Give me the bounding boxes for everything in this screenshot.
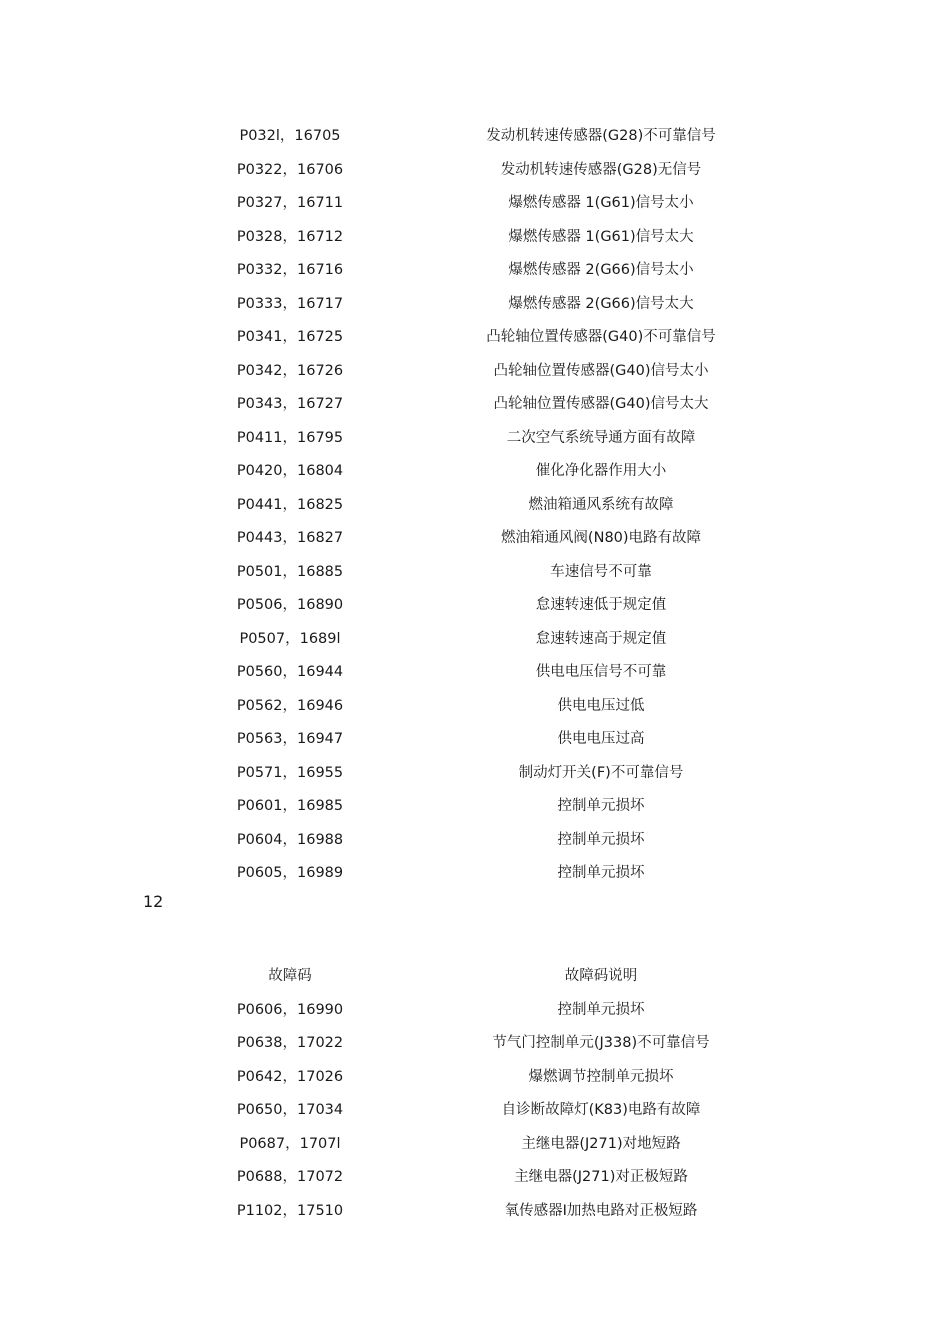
fault-description: 爆燃传感器 1(G61)信号太大 bbox=[508, 228, 694, 245]
fault-description: 车速信号不可靠 bbox=[550, 563, 652, 580]
fault-description: 爆燃传感器 1(G61)信号太小 bbox=[508, 195, 694, 211]
table-row bbox=[0, 589, 950, 623]
fault-code: P0605，16989 bbox=[236, 865, 344, 881]
fault-code: P0638，17022 bbox=[236, 1035, 344, 1051]
fault-description: 制动灯开关(F)不可靠信号 bbox=[518, 764, 684, 781]
fault-description: 二次空气系统导通方面有故障 bbox=[506, 429, 696, 446]
table-row bbox=[0, 1195, 950, 1229]
fault-code: P0688，17072 bbox=[236, 1169, 344, 1185]
table-row bbox=[0, 994, 950, 1028]
fault-description: 催化净化器作用大小 bbox=[535, 463, 667, 479]
fault-description: 燃油箱通风系统有故障 bbox=[528, 496, 674, 513]
table-row bbox=[0, 556, 950, 590]
table-row bbox=[0, 489, 950, 523]
table-row bbox=[0, 221, 950, 255]
fault-code-table-2 bbox=[0, 960, 950, 1228]
column-header-description: 故障码说明 bbox=[564, 968, 638, 984]
table-row bbox=[0, 321, 950, 355]
fault-code: P0332，16716 bbox=[236, 262, 344, 278]
fault-description: 怠速转速低于规定值 bbox=[535, 597, 667, 613]
fault-code: P0506，16890 bbox=[236, 597, 344, 613]
fault-description: 凸轮轴位置传感器(G40)不可靠信号 bbox=[486, 329, 716, 345]
table-row bbox=[0, 824, 950, 858]
fault-code: P0687，1707l bbox=[239, 1135, 341, 1152]
fault-description: 怠速转速高于规定值 bbox=[535, 630, 667, 647]
fault-code: P0501，16885 bbox=[236, 563, 344, 580]
fault-description: 主继电器(J271)对地短路 bbox=[521, 1135, 681, 1152]
fault-code: P0420，16804 bbox=[236, 463, 344, 479]
fault-code: P0606，16990 bbox=[236, 1001, 344, 1018]
fault-code: P0327，16711 bbox=[236, 195, 344, 211]
fault-code: P032l，16705 bbox=[239, 128, 341, 144]
table-row bbox=[0, 388, 950, 422]
table-row bbox=[0, 623, 950, 657]
fault-code: P0322，16706 bbox=[236, 161, 344, 178]
table-row bbox=[0, 355, 950, 389]
fault-code: P0341，16725 bbox=[236, 329, 344, 345]
table-row bbox=[0, 187, 950, 221]
table-row bbox=[0, 254, 950, 288]
table-row bbox=[0, 1061, 950, 1095]
fault-code: P0601，16985 bbox=[236, 798, 344, 814]
fault-description: 供电电压过高 bbox=[557, 731, 645, 747]
table-row bbox=[0, 455, 950, 489]
fault-code: P0604，16988 bbox=[236, 831, 344, 848]
table-row bbox=[0, 1128, 950, 1162]
fault-code: P0411，16795 bbox=[236, 429, 344, 446]
fault-code: P0441，16825 bbox=[236, 496, 344, 513]
fault-code: P0642，17026 bbox=[236, 1068, 344, 1085]
fault-code: P0443，16827 bbox=[236, 530, 344, 546]
fault-description: 节气门控制单元(J338)不可靠信号 bbox=[492, 1035, 710, 1051]
page-number: 12 bbox=[143, 892, 164, 911]
table-row bbox=[0, 288, 950, 322]
fault-code: P0650，17034 bbox=[236, 1102, 344, 1118]
fault-code: P0333，16717 bbox=[236, 295, 344, 312]
table-header-row bbox=[0, 960, 950, 994]
fault-code: P0571，16955 bbox=[236, 764, 344, 781]
fault-code: P0507，1689l bbox=[239, 630, 341, 647]
column-header-code: 故障码 bbox=[268, 968, 312, 984]
fault-description: 爆燃传感器 2(G66)信号太小 bbox=[508, 262, 694, 278]
fault-description: 燃油箱通风阀(N80)电路有故障 bbox=[500, 530, 702, 546]
table-row bbox=[0, 656, 950, 690]
table-row bbox=[0, 757, 950, 791]
fault-description: 供电电压信号不可靠 bbox=[535, 664, 667, 680]
table-row bbox=[0, 154, 950, 188]
table-row bbox=[0, 1161, 950, 1195]
fault-code: P0560，16944 bbox=[236, 664, 344, 680]
fault-description: 控制单元损坏 bbox=[557, 798, 645, 814]
fault-description: 发动机转速传感器(G28)不可靠信号 bbox=[486, 128, 716, 144]
fault-description: 氧传感器Ⅰ加热电路对正极短路 bbox=[504, 1202, 698, 1219]
table-row bbox=[0, 690, 950, 724]
table-row bbox=[0, 422, 950, 456]
fault-description: 供电电压过低 bbox=[557, 697, 645, 714]
fault-description: 爆燃调节控制单元损坏 bbox=[528, 1068, 674, 1085]
table-row bbox=[0, 790, 950, 824]
fault-description: 控制单元损坏 bbox=[557, 1001, 645, 1018]
fault-code: P0328，16712 bbox=[236, 228, 344, 245]
fault-description: 发动机转速传感器(G28)无信号 bbox=[500, 161, 702, 178]
fault-code: P0562，16946 bbox=[236, 697, 344, 714]
fault-code: P0343，16727 bbox=[236, 396, 344, 412]
table-row bbox=[0, 723, 950, 757]
fault-code-table-1 bbox=[0, 120, 950, 891]
table-row bbox=[0, 857, 950, 891]
fault-description: 自诊断故障灯(K83)电路有故障 bbox=[501, 1102, 701, 1118]
table-row bbox=[0, 522, 950, 556]
fault-code: P0342，16726 bbox=[236, 362, 344, 379]
fault-description: 控制单元损坏 bbox=[557, 831, 645, 848]
table-row bbox=[0, 120, 950, 154]
fault-description: 主继电器(J271)对正极短路 bbox=[514, 1169, 688, 1185]
fault-description: 凸轮轴位置传感器(G40)信号太小 bbox=[493, 362, 709, 379]
fault-code: P1102，17510 bbox=[236, 1202, 344, 1219]
fault-description: 控制单元损坏 bbox=[557, 865, 645, 881]
fault-code: P0563，16947 bbox=[236, 731, 344, 747]
fault-description: 爆燃传感器 2(G66)信号太大 bbox=[508, 295, 694, 312]
fault-description: 凸轮轴位置传感器(G40)信号太大 bbox=[493, 396, 709, 412]
table-row bbox=[0, 1094, 950, 1128]
table-row bbox=[0, 1027, 950, 1061]
